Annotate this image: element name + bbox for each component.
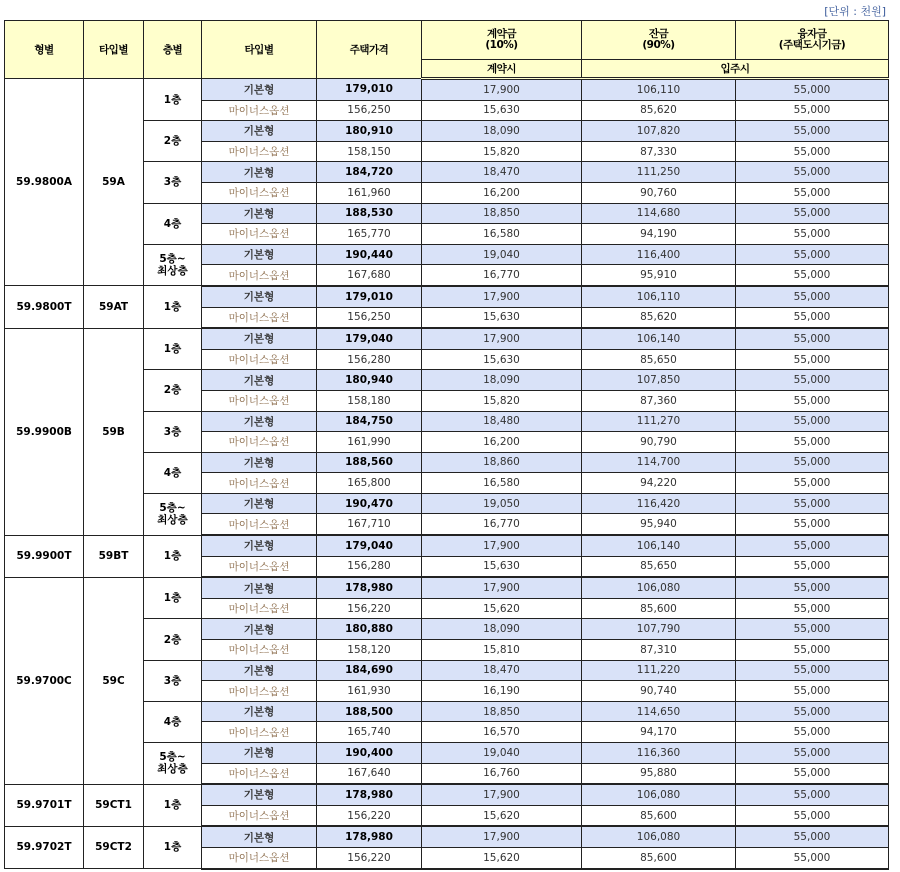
balance-cell: 111,220	[582, 660, 736, 681]
price-cell: 165,740	[317, 722, 422, 743]
type-name-cell: 59A	[84, 79, 144, 286]
price-cell: 158,180	[317, 390, 422, 411]
loan-cell: 55,000	[736, 701, 889, 722]
balance-cell: 111,250	[582, 162, 736, 183]
deposit-cell: 17,900	[422, 286, 582, 307]
deposit-cell: 15,620	[422, 847, 582, 868]
type-code-cell: 59.9700C	[5, 577, 84, 784]
option-cell: 기본형	[202, 203, 317, 224]
price-cell: 179,040	[317, 328, 422, 349]
deposit-cell: 15,630	[422, 556, 582, 577]
balance-cell: 85,600	[582, 847, 736, 868]
option-cell: 기본형	[202, 826, 317, 847]
balance-cell: 95,910	[582, 265, 736, 286]
floor-cell: 1층	[144, 328, 202, 370]
loan-cell: 55,000	[736, 349, 889, 370]
deposit-cell: 19,040	[422, 244, 582, 265]
option-cell: 기본형	[202, 535, 317, 556]
option-cell: 마이너스옵션	[202, 847, 317, 868]
table-row	[5, 784, 889, 805]
loan-cell: 55,000	[736, 805, 889, 826]
balance-cell: 106,080	[582, 784, 736, 805]
price-cell: 188,560	[317, 452, 422, 473]
price-cell: 184,690	[317, 660, 422, 681]
deposit-cell: 15,820	[422, 141, 582, 162]
table-row	[5, 286, 889, 307]
price-cell: 156,220	[317, 805, 422, 826]
option-cell: 기본형	[202, 619, 317, 640]
loan-cell: 55,000	[736, 203, 889, 224]
balance-cell: 114,650	[582, 701, 736, 722]
balance-cell: 106,140	[582, 328, 736, 349]
option-cell: 기본형	[202, 411, 317, 432]
option-cell: 마이너스옵션	[202, 100, 317, 121]
deposit-cell: 17,900	[422, 826, 582, 847]
option-cell: 마이너스옵션	[202, 681, 317, 702]
type-code-cell: 59.9900B	[5, 328, 84, 535]
loan-cell: 55,000	[736, 598, 889, 619]
header-move-in-when: 입주시	[582, 60, 889, 79]
balance-cell: 116,420	[582, 493, 736, 514]
loan-cell: 55,000	[736, 660, 889, 681]
option-cell: 마이너스옵션	[202, 224, 317, 245]
price-cell: 167,680	[317, 265, 422, 286]
loan-cell: 55,000	[736, 763, 889, 784]
floor-cell: 1층	[144, 535, 202, 577]
deposit-cell: 16,190	[422, 681, 582, 702]
price-cell: 190,440	[317, 244, 422, 265]
option-cell: 기본형	[202, 493, 317, 514]
balance-cell: 116,400	[582, 244, 736, 265]
type-code-cell: 59.9701T	[5, 784, 84, 826]
floor-cell: 3층	[144, 411, 202, 452]
balance-cell: 107,790	[582, 619, 736, 640]
deposit-cell: 15,630	[422, 100, 582, 121]
table-row	[5, 79, 889, 101]
balance-cell: 90,740	[582, 681, 736, 702]
loan-cell: 55,000	[736, 722, 889, 743]
balance-cell: 85,600	[582, 805, 736, 826]
type-code-cell: 59.9800T	[5, 286, 84, 328]
option-cell: 마이너스옵션	[202, 514, 317, 535]
floor-cell: 4층	[144, 203, 202, 244]
deposit-cell: 19,050	[422, 493, 582, 514]
loan-cell: 55,000	[736, 286, 889, 307]
option-cell: 기본형	[202, 121, 317, 142]
floor-cell: 1층	[144, 79, 202, 121]
price-cell: 156,280	[317, 556, 422, 577]
loan-cell: 55,000	[736, 784, 889, 805]
price-cell: 156,280	[317, 349, 422, 370]
price-cell: 179,010	[317, 286, 422, 307]
loan-cell: 55,000	[736, 743, 889, 764]
header-balance: 잔금 (90%)	[582, 21, 736, 60]
balance-cell: 85,600	[582, 598, 736, 619]
loan-cell: 55,000	[736, 390, 889, 411]
loan-cell: 55,000	[736, 452, 889, 473]
option-cell: 기본형	[202, 79, 317, 101]
deposit-cell: 16,200	[422, 182, 582, 203]
deposit-cell: 15,820	[422, 390, 582, 411]
balance-cell: 85,620	[582, 100, 736, 121]
floor-cell: 1층	[144, 286, 202, 328]
price-cell: 180,940	[317, 370, 422, 391]
balance-cell: 114,700	[582, 452, 736, 473]
type-name-cell: 59AT	[84, 286, 144, 328]
type-name-cell: 59B	[84, 328, 144, 535]
header-option: 타입별	[202, 21, 317, 79]
price-cell: 167,640	[317, 763, 422, 784]
deposit-cell: 16,580	[422, 224, 582, 245]
price-cell: 184,750	[317, 411, 422, 432]
balance-cell: 90,790	[582, 432, 736, 453]
loan-cell: 55,000	[736, 826, 889, 847]
deposit-cell: 18,090	[422, 121, 582, 142]
price-cell: 156,220	[317, 598, 422, 619]
price-cell: 156,250	[317, 100, 422, 121]
option-cell: 기본형	[202, 370, 317, 391]
option-cell: 기본형	[202, 784, 317, 805]
deposit-cell: 18,850	[422, 701, 582, 722]
deposit-cell: 18,470	[422, 162, 582, 183]
option-cell: 기본형	[202, 743, 317, 764]
loan-cell: 55,000	[736, 265, 889, 286]
type-name-cell: 59BT	[84, 535, 144, 577]
table-row	[5, 826, 889, 847]
option-cell: 마이너스옵션	[202, 432, 317, 453]
loan-cell: 55,000	[736, 141, 889, 162]
deposit-cell: 17,900	[422, 577, 582, 598]
deposit-cell: 15,630	[422, 307, 582, 328]
balance-cell: 116,360	[582, 743, 736, 764]
option-cell: 마이너스옵션	[202, 349, 317, 370]
option-cell: 기본형	[202, 701, 317, 722]
price-cell: 180,910	[317, 121, 422, 142]
option-cell: 기본형	[202, 660, 317, 681]
deposit-cell: 16,580	[422, 473, 582, 494]
header-floor: 층별	[144, 21, 202, 79]
loan-cell: 55,000	[736, 307, 889, 328]
option-cell: 마이너스옵션	[202, 805, 317, 826]
deposit-cell: 18,470	[422, 660, 582, 681]
option-cell: 기본형	[202, 577, 317, 598]
option-cell: 기본형	[202, 162, 317, 183]
price-cell: 188,500	[317, 701, 422, 722]
loan-cell: 55,000	[736, 182, 889, 203]
deposit-cell: 18,850	[422, 203, 582, 224]
option-cell: 마이너스옵션	[202, 722, 317, 743]
option-cell: 마이너스옵션	[202, 556, 317, 577]
floor-cell: 1층	[144, 784, 202, 826]
deposit-cell: 16,570	[422, 722, 582, 743]
loan-cell: 55,000	[736, 432, 889, 453]
loan-cell: 55,000	[736, 847, 889, 868]
header-type-code: 형별	[5, 21, 84, 79]
price-cell: 180,880	[317, 619, 422, 640]
table-row	[5, 577, 889, 598]
price-cell: 158,120	[317, 640, 422, 661]
option-cell: 마이너스옵션	[202, 598, 317, 619]
deposit-cell: 17,900	[422, 784, 582, 805]
deposit-cell: 18,090	[422, 370, 582, 391]
type-code-cell: 59.9800A	[5, 79, 84, 286]
option-cell: 기본형	[202, 286, 317, 307]
balance-cell: 107,850	[582, 370, 736, 391]
loan-cell: 55,000	[736, 681, 889, 702]
deposit-cell: 16,200	[422, 432, 582, 453]
balance-cell: 85,620	[582, 307, 736, 328]
loan-cell: 55,000	[736, 619, 889, 640]
balance-cell: 85,650	[582, 556, 736, 577]
price-cell: 178,980	[317, 784, 422, 805]
floor-cell: 4층	[144, 452, 202, 493]
price-cell: 167,710	[317, 514, 422, 535]
price-cell: 165,770	[317, 224, 422, 245]
option-cell: 마이너스옵션	[202, 390, 317, 411]
deposit-cell: 17,900	[422, 535, 582, 556]
price-cell: 184,720	[317, 162, 422, 183]
balance-cell: 106,140	[582, 535, 736, 556]
balance-cell: 87,310	[582, 640, 736, 661]
loan-cell: 55,000	[736, 640, 889, 661]
option-cell: 마이너스옵션	[202, 640, 317, 661]
option-cell: 기본형	[202, 328, 317, 349]
price-cell: 158,150	[317, 141, 422, 162]
deposit-cell: 16,770	[422, 265, 582, 286]
price-cell: 165,800	[317, 473, 422, 494]
deposit-cell: 18,860	[422, 452, 582, 473]
floor-cell: 2층	[144, 619, 202, 660]
balance-cell: 114,680	[582, 203, 736, 224]
loan-cell: 55,000	[736, 162, 889, 183]
deposit-cell: 17,900	[422, 79, 582, 101]
floor-cell: 5층~ 최상층	[144, 244, 202, 286]
deposit-cell: 15,630	[422, 349, 582, 370]
deposit-cell: 15,620	[422, 805, 582, 826]
loan-cell: 55,000	[736, 556, 889, 577]
deposit-cell: 17,900	[422, 328, 582, 349]
balance-cell: 95,940	[582, 514, 736, 535]
type-name-cell: 59C	[84, 577, 144, 784]
loan-cell: 55,000	[736, 514, 889, 535]
loan-cell: 55,000	[736, 121, 889, 142]
table-row	[5, 328, 889, 349]
balance-cell: 90,760	[582, 182, 736, 203]
loan-cell: 55,000	[736, 244, 889, 265]
deposit-cell: 18,480	[422, 411, 582, 432]
price-cell: 179,040	[317, 535, 422, 556]
loan-cell: 55,000	[736, 100, 889, 121]
floor-cell: 3층	[144, 162, 202, 203]
balance-cell: 106,110	[582, 79, 736, 101]
option-cell: 기본형	[202, 452, 317, 473]
type-name-cell: 59CT1	[84, 784, 144, 826]
unit-note: [단위 : 천원]	[824, 5, 886, 18]
price-cell: 161,960	[317, 182, 422, 203]
price-cell: 190,470	[317, 493, 422, 514]
price-cell: 161,930	[317, 681, 422, 702]
header-deposit: 계약금 (10%)	[422, 21, 582, 60]
price-cell: 179,010	[317, 79, 422, 101]
balance-cell: 111,270	[582, 411, 736, 432]
option-cell: 마이너스옵션	[202, 473, 317, 494]
header-type-name: 타입별	[84, 21, 144, 79]
balance-cell: 107,820	[582, 121, 736, 142]
option-cell: 마이너스옵션	[202, 182, 317, 203]
type-code-cell: 59.9702T	[5, 826, 84, 868]
price-cell: 178,980	[317, 826, 422, 847]
floor-cell: 1층	[144, 577, 202, 619]
price-cell: 178,980	[317, 577, 422, 598]
floor-cell: 5층~ 최상층	[144, 743, 202, 785]
balance-cell: 94,220	[582, 473, 736, 494]
balance-cell: 95,880	[582, 763, 736, 784]
header-price: 주택가격	[317, 21, 422, 79]
option-cell: 기본형	[202, 244, 317, 265]
header-loan: 융자금 (주택도시기금)	[736, 21, 889, 60]
loan-cell: 55,000	[736, 535, 889, 556]
floor-cell: 1층	[144, 826, 202, 868]
deposit-cell: 16,760	[422, 763, 582, 784]
deposit-cell: 18,090	[422, 619, 582, 640]
loan-cell: 55,000	[736, 224, 889, 245]
option-cell: 마이너스옵션	[202, 265, 317, 286]
deposit-cell: 19,040	[422, 743, 582, 764]
table-row	[5, 535, 889, 556]
deposit-cell: 16,770	[422, 514, 582, 535]
loan-cell: 55,000	[736, 577, 889, 598]
loan-cell: 55,000	[736, 79, 889, 101]
price-cell: 156,220	[317, 847, 422, 868]
balance-cell: 106,080	[582, 577, 736, 598]
header-deposit-when: 계약시	[422, 60, 582, 79]
loan-cell: 55,000	[736, 370, 889, 391]
option-cell: 마이너스옵션	[202, 307, 317, 328]
balance-cell: 87,330	[582, 141, 736, 162]
option-cell: 마이너스옵션	[202, 141, 317, 162]
loan-cell: 55,000	[736, 493, 889, 514]
floor-cell: 3층	[144, 660, 202, 701]
floor-cell: 2층	[144, 121, 202, 162]
loan-cell: 55,000	[736, 328, 889, 349]
type-code-cell: 59.9900T	[5, 535, 84, 577]
floor-cell: 2층	[144, 370, 202, 411]
balance-cell: 106,080	[582, 826, 736, 847]
balance-cell: 85,650	[582, 349, 736, 370]
balance-cell: 87,360	[582, 390, 736, 411]
floor-cell: 4층	[144, 701, 202, 742]
price-cell: 188,530	[317, 203, 422, 224]
balance-cell: 106,110	[582, 286, 736, 307]
deposit-cell: 15,810	[422, 640, 582, 661]
balance-cell: 94,170	[582, 722, 736, 743]
price-cell: 156,250	[317, 307, 422, 328]
deposit-cell: 15,620	[422, 598, 582, 619]
price-cell: 161,990	[317, 432, 422, 453]
floor-cell: 5층~ 최상층	[144, 493, 202, 535]
price-cell: 190,400	[317, 743, 422, 764]
option-cell: 마이너스옵션	[202, 763, 317, 784]
loan-cell: 55,000	[736, 473, 889, 494]
table-body	[5, 79, 889, 869]
price-table	[4, 20, 889, 870]
loan-cell: 55,000	[736, 411, 889, 432]
balance-cell: 94,190	[582, 224, 736, 245]
type-name-cell: 59CT2	[84, 826, 144, 868]
